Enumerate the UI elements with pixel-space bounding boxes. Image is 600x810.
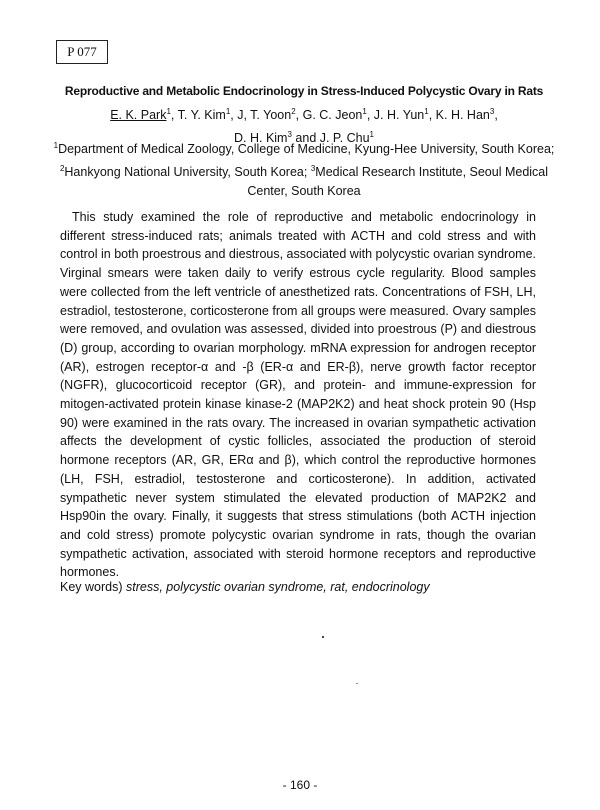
author-name: , G. C. Jeon bbox=[295, 108, 363, 123]
abstract-body bbox=[60, 208, 536, 582]
author-name: , bbox=[494, 108, 498, 123]
affiliation-text: Medical Research Institute, Seoul Medical Center, South Korea bbox=[247, 165, 549, 199]
keywords-list: stress, polycystic ovarian syndrome, rat, endocrinology bbox=[126, 580, 430, 594]
author-sup: 1 bbox=[424, 107, 429, 116]
speck-mark bbox=[356, 683, 358, 684]
co-authors-line-1 bbox=[171, 108, 498, 122]
author-name: and J. P. Chu bbox=[291, 131, 370, 146]
author-name: , K. H. Han bbox=[428, 108, 490, 123]
affiliation-sup: 1 bbox=[53, 141, 59, 150]
author-sup: 3 bbox=[489, 107, 495, 116]
affiliation-sup: 3 bbox=[310, 164, 316, 174]
presenting-author: E. K. Park bbox=[110, 108, 167, 123]
author-name: , T. Y. Kim bbox=[170, 108, 226, 123]
author-sup: 1 bbox=[362, 107, 367, 116]
affiliation-text: Department of Medical Zoology, College of Medicine, Kyung-Hee University, South Korea; bbox=[58, 142, 555, 157]
author-name: , J. H. Yun bbox=[366, 108, 425, 123]
author-sup: 1 bbox=[166, 107, 171, 116]
author-name: D. H. Kim bbox=[234, 131, 288, 146]
affiliation-sup: 2 bbox=[59, 164, 65, 174]
author-name: , J, T. Yoon bbox=[230, 108, 292, 123]
page-number: - 160 - bbox=[282, 778, 318, 792]
keywords bbox=[60, 580, 430, 594]
paper-title: Reproductive and Metabolic Endocrinology in Stress-Induced Polycystic Ovary in Rats bbox=[64, 84, 544, 98]
speck-mark bbox=[322, 636, 324, 638]
affiliations bbox=[48, 136, 560, 201]
author-sup: 1 bbox=[369, 130, 374, 140]
author-sup: 2 bbox=[291, 107, 296, 116]
author-sup: 3 bbox=[287, 130, 292, 140]
author-sup: 1 bbox=[225, 107, 231, 116]
abstract-paragraph: This study examined the role of reproductive and metabolic endocrinology in different stress-induced rats; animals treated with ACTH and cold stress and with control in both proestrous and diestrous, associated with polycystic ovarian syndrome. Virginal smears were taken daily to verify estrous cycle regularity. Blood samples were collected from the left ventricle of anesthetized rats. Concentrations of FSH, LH, estradiol, testosterone, corticosterone from all groups were measured. Ovary samples were removed, and ovulation was assessed, divided into proestrous (P) and diestrous (D) group, according to ovarian morphology. mRNA expression for androgen receptor (AR), estrogen receptor-α and -β (ER-α and ER-β), nerve growth factor receptor (NGFR), glucocorticoid receptor (GR), and protein- and immune-expression for mitogen-activated protein kinase kinase-2 (MAP2K2) and heat shock protein 90 (Hsp 90) were examined in the rats ovary. The increased in ovarian sympathetic activation affects the development of cystic follicles, associated the production of steroid hormone receptors (AR, GR, ERα and β), which control the reproductive hormones (LH, FSH, estradiol, testosterone and corticosterone). In addition, activated sympathetic never system stimulated the elevated production of MAP2K2 and Hsp90in the ovary. Finally, it suggests that stress stimulations (both ACTH injection and cold stress) promote polycystic ovarian syndrome in rats, though the ovarian sympathetic activation, associated with steroid hormone receptors and reproductive hormones. bbox=[60, 210, 536, 580]
affiliation-text: Hankyong National University, South Korea; bbox=[64, 165, 311, 180]
poster-label: P 077 bbox=[56, 40, 108, 64]
keywords-label: Key words) bbox=[60, 580, 123, 594]
author-line-1 bbox=[60, 102, 548, 125]
